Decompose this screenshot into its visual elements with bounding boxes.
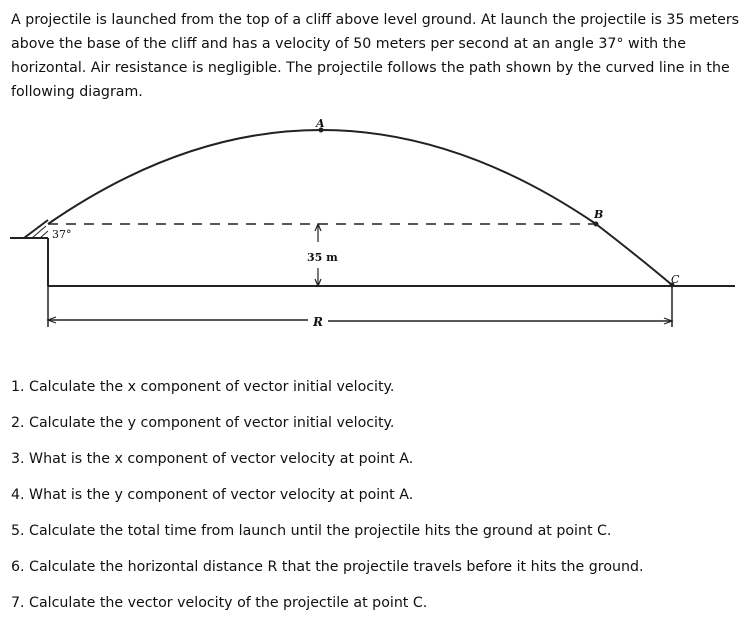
question-item: 3. What is the x component of vector velocity at point A. <box>11 451 414 467</box>
question-item: 4. What is the y component of vector velocity at point A. <box>11 487 414 503</box>
problem-statement: A projectile is launched from the top of a cliff above level ground. At launch the projectile is 35 meters above the base of the cliff and has a velocity of 50 meters per second at an angle 37° with the horizontal. Air resistance is negligible. The projectile follows the path shown by the curved line in the following diagram. <box>11 12 740 100</box>
question-item: 7. Calculate the vector velocity of the projectile at point C. <box>11 595 428 611</box>
point-b-label: B <box>594 208 604 221</box>
trajectory-curve <box>48 130 672 285</box>
launch-ramp-hatch <box>40 231 48 238</box>
question-item: 2. Calculate the y component of vector initial velocity. <box>11 415 395 431</box>
height-label: 35 m <box>307 251 338 264</box>
question-item: 1. Calculate the x component of vector initial velocity. <box>11 379 395 395</box>
point-a-label: A <box>316 117 325 130</box>
range-label: R <box>313 315 323 329</box>
point-c-label: C <box>671 273 680 286</box>
projectile-diagram <box>0 105 747 345</box>
point-b-marker <box>594 222 599 227</box>
question-list <box>11 375 644 627</box>
launch-ramp <box>24 220 48 238</box>
question-item: 6. Calculate the horizontal distance R that the projectile travels before it hits the ground. <box>11 559 644 575</box>
question-item: 5. Calculate the total time from launch until the projectile hits the ground at point C. <box>11 523 612 539</box>
angle-label: 37° <box>52 228 72 241</box>
